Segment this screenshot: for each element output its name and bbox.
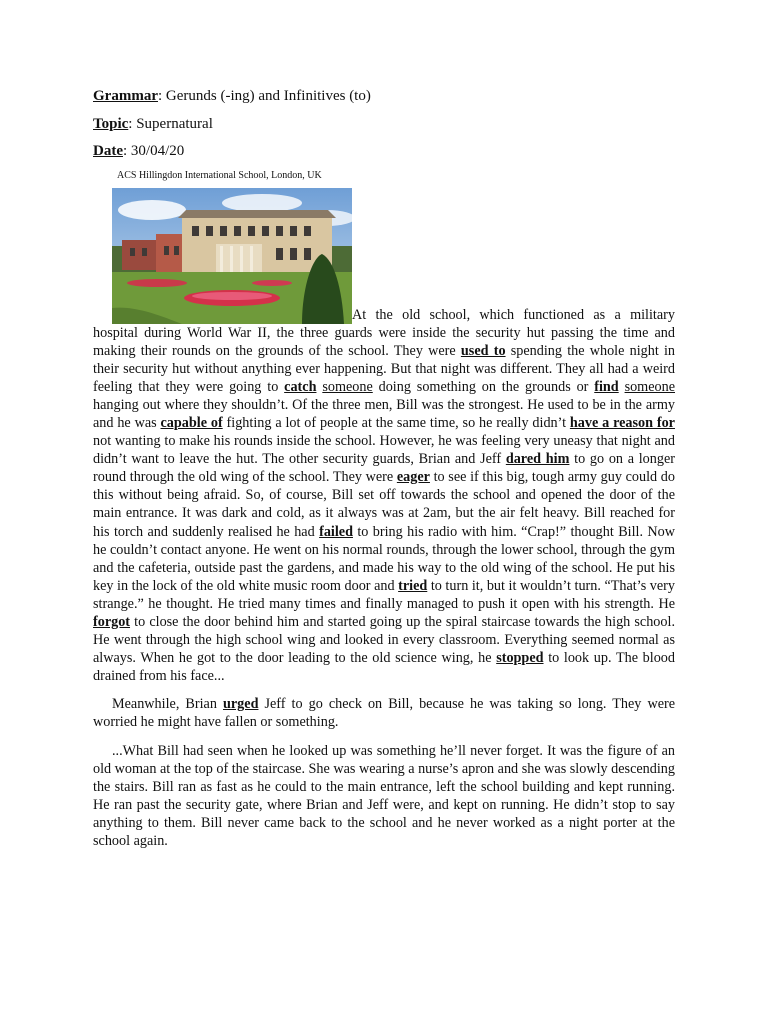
story-text-run: to bring his radio with him. “Crap!” thought Bill. Now he couldn’t contact anyone. He went on his normal rounds, through the lower school, through the gym and the cafeteria, outside past the gardens, and made his way to the old wing of the school. He put his key in the lock of the old white music room door and [93, 523, 675, 594]
topic-line [93, 114, 675, 134]
story-p1-text [93, 306, 675, 684]
grammar-line [93, 86, 675, 106]
story-paragraph-3 [93, 742, 675, 851]
topic-value: : Supernatural [128, 115, 213, 132]
date-value: : 30/04/20 [123, 143, 185, 159]
highlighted-phrase: failed [319, 523, 353, 540]
story-text-run: spending the whole night in their security hut without anything ever happening. But that night was different. They all had a weird feeling that they were going to [93, 342, 676, 395]
date-line [93, 141, 675, 161]
story-text-run: hanging out where they shouldn’t. Of the three men, Bill was the strongest. He used to be in the army and he was [93, 396, 675, 431]
story-text-run: At the old school, which functioned as a military hospital during World War II, the three guards were inside the security hut passing the time and making their rounds on the grounds of the school. They were [93, 306, 675, 359]
highlighted-phrase: forgot [93, 614, 131, 630]
highlighted-phrase: find [594, 378, 619, 395]
highlighted-phrase: have a reason for [569, 414, 675, 431]
highlighted-phrase: used to [460, 342, 506, 359]
school-building-photo [112, 188, 352, 324]
story-text-run: to look up. The blood drained from his face... [93, 650, 675, 685]
underlined-word: someone [322, 378, 373, 395]
highlighted-phrase: stopped [496, 650, 544, 667]
highlighted-phrase: eager [396, 469, 430, 486]
grammar-label: Grammar [93, 88, 158, 104]
story-text-run: to go on a longer round through the old wing of the school. They were [93, 451, 675, 486]
highlighted-phrase: catch [284, 378, 317, 395]
highlighted-phrase: capable of [160, 414, 223, 431]
highlighted-phrase: urged [222, 696, 259, 713]
grammar-value: : Gerunds (-ing) and Infinitives (to) [157, 88, 371, 104]
story-text-run: to see if this big, tough army guy could do this without being afraid. So, of course, Bill set off towards the school and opened the door of the main entrance. It was dark and cold, as it always was at 2am, but the air felt heavy. Bill reached for his torch and suddenly realised he had [93, 469, 675, 540]
story-text-run: Jeff to go check on Bill, because he was taking so long. They were worried he might have fallen or something. [93, 696, 676, 731]
story-text-run: Meanwhile, Brian [112, 696, 223, 713]
highlighted-phrase: dared him [505, 451, 570, 468]
date-label: Date [93, 143, 123, 159]
story-text-run: to turn it, but it wouldn’t turn. “That’s very strange.” he thought. He tried many times and finally managed to push it open with his strength. He [93, 577, 675, 612]
story-text-run: ...What Bill had seen when he looked up was something he’ll never forget. It was the figure of an old woman at the top of the staircase. She was wearing a nurse’s apron and she was slowly descending the stairs. Bill ran as fast as he could to the main entrance, left the school building and kept running. He ran past the security gate, where Brian and Jeff were, and kept on running. He didn’t stop to say anything to them. Bill never came back to the school and he never worked as a night porter at the school again. [93, 742, 675, 850]
story-paragraph-2 [93, 695, 675, 731]
document-page [93, 86, 675, 850]
story-text-run: doing something on the grounds or [372, 378, 595, 395]
highlighted-phrase: tried [398, 577, 428, 594]
photo-caption: ACS Hillingdon International School, London, UK [117, 169, 322, 181]
story-text-run: not wanting to make his rounds inside the school. However, he was feeling very uneasy that night and didn’t want to leave the hut. The other security guards, Brian and Jeff [93, 433, 675, 468]
story-paragraph-1 [93, 188, 675, 686]
topic-label: Topic [93, 115, 129, 132]
underlined-word: someone [624, 378, 675, 395]
story-text-run: fighting a lot of people at the same time, so he really didn’t [222, 414, 570, 431]
story-text-run: to close the door behind him and started going up the spiral staircase towards the high school. He went through the high school wing and looked in every classroom. Everything seemed normal as always. When he got to the door leading to the old science wing, he [93, 614, 675, 667]
